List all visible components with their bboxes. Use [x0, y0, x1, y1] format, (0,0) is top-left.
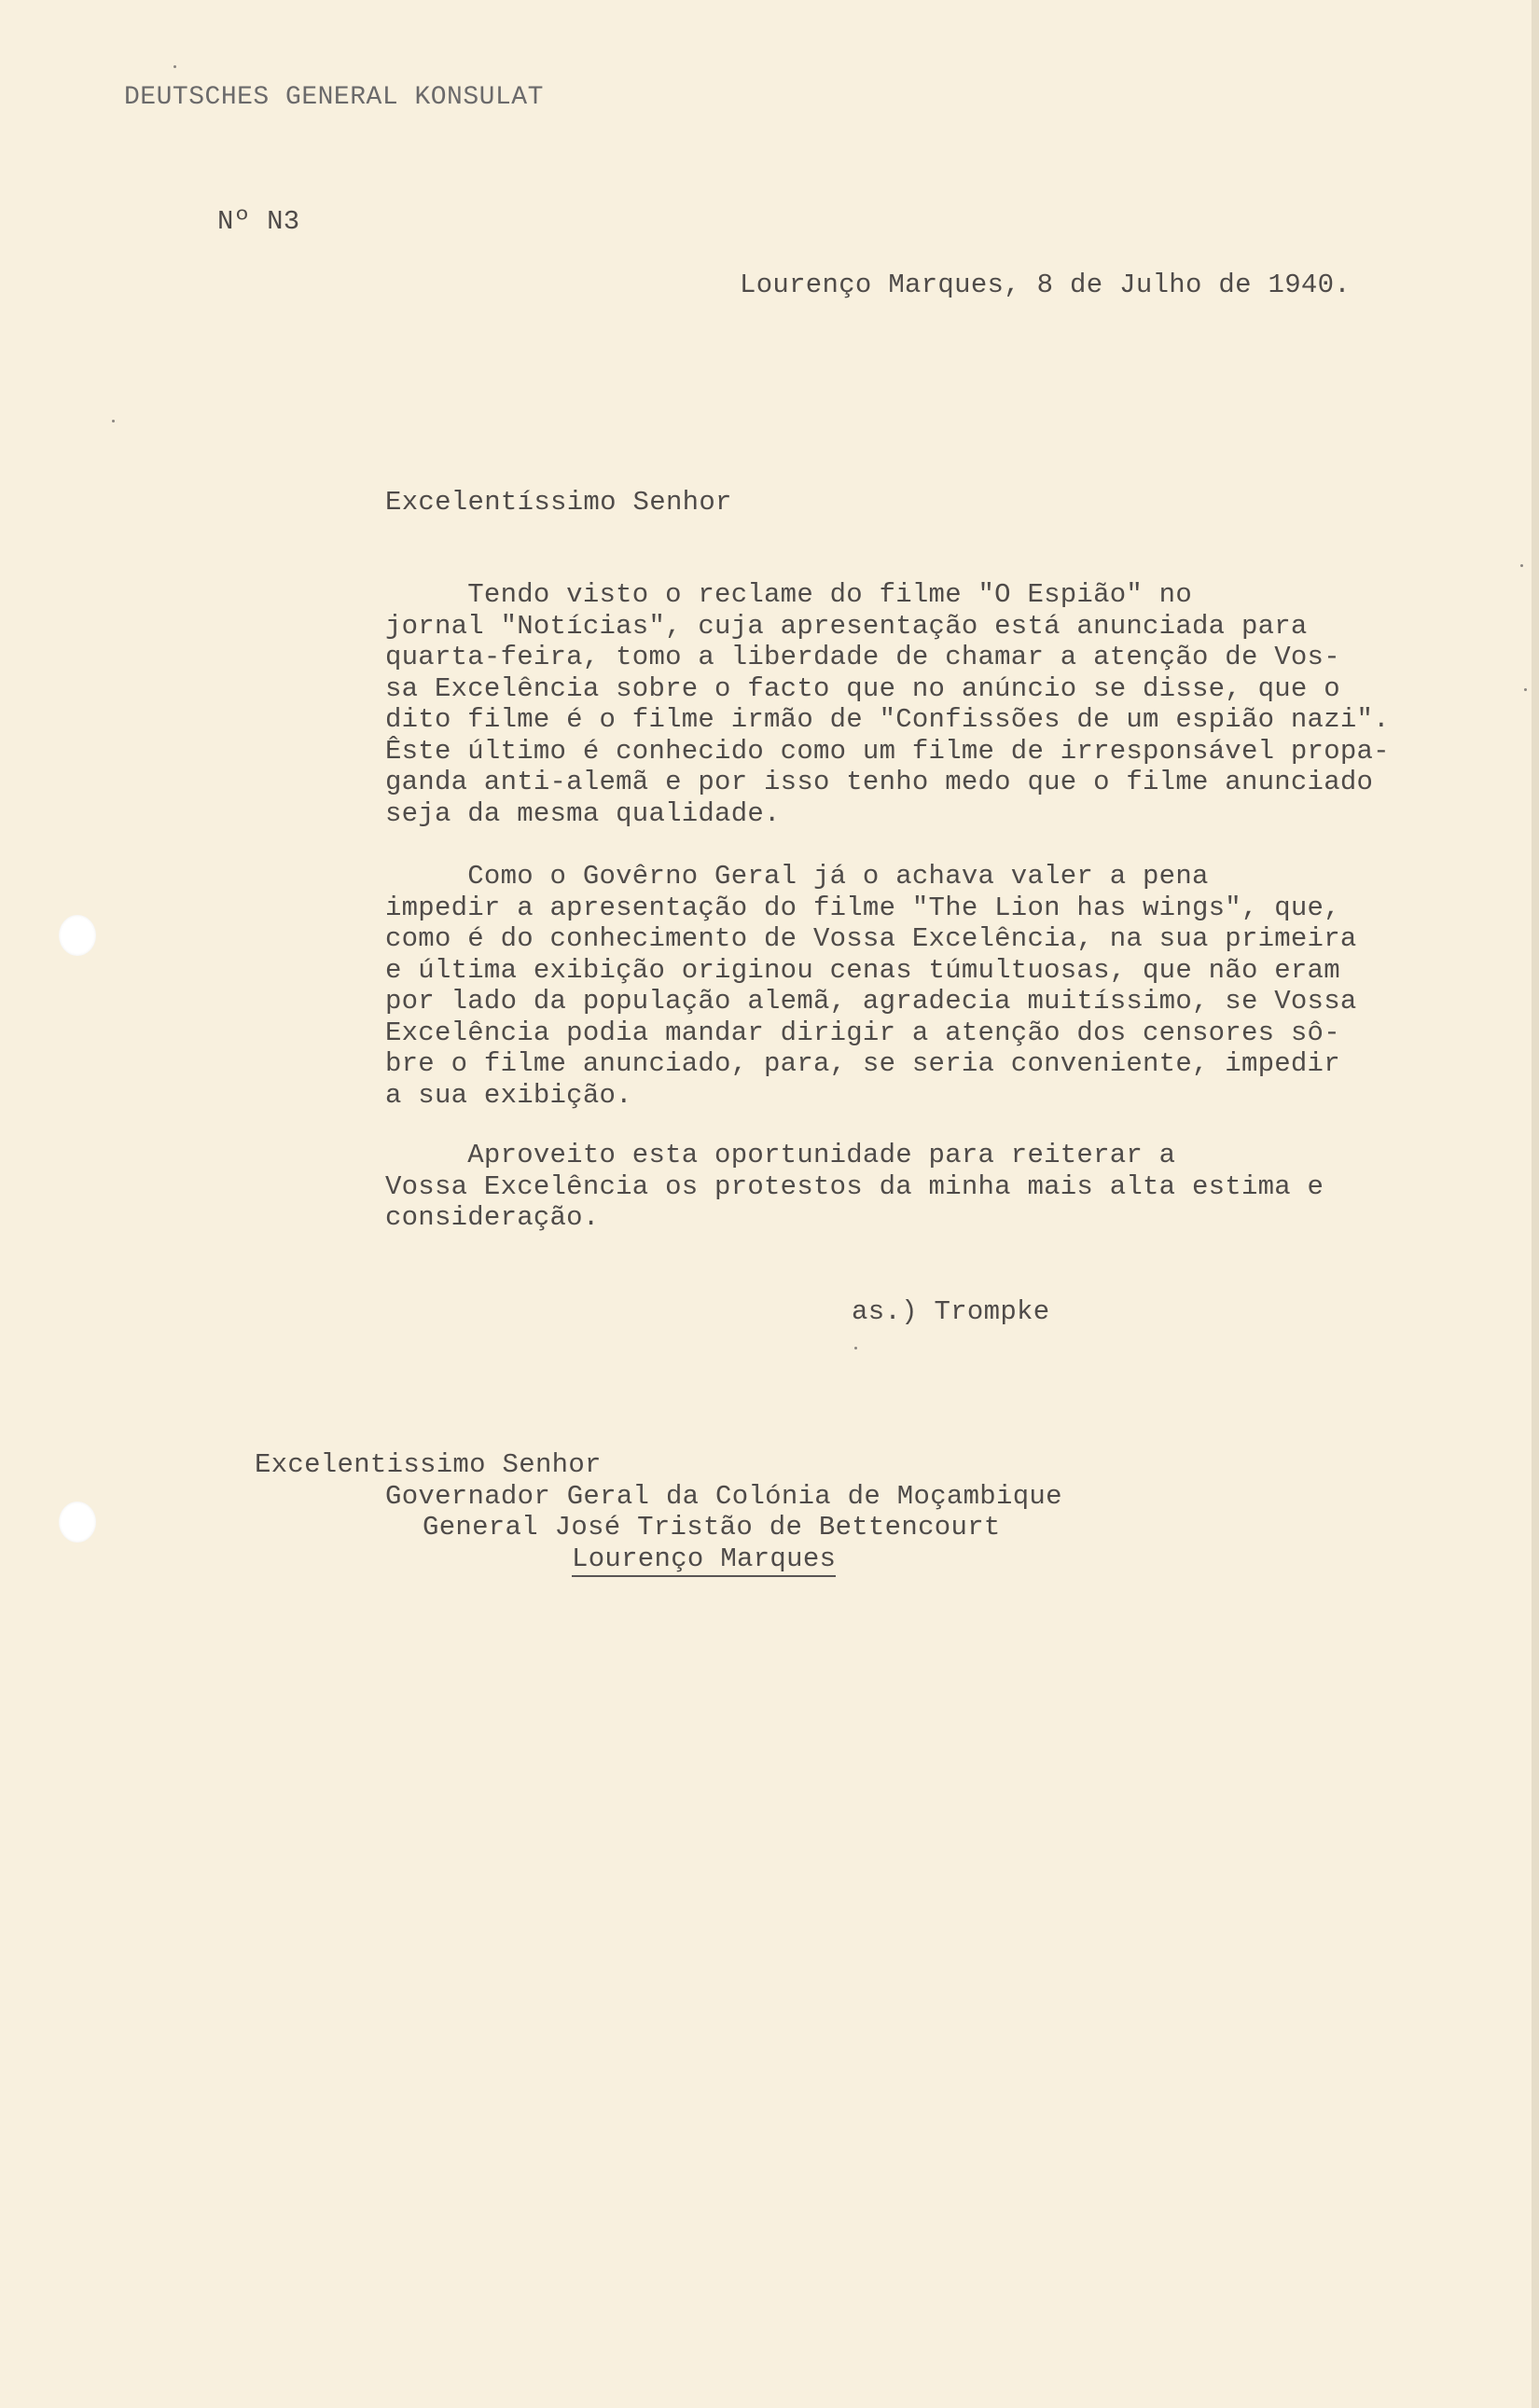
paragraph-line: jornal "Notícias", cuja apresentação está anunciada para [385, 610, 1308, 642]
paragraph-line: quarta-feira, tomo a liberdade de chamar a atenção de Vos- [385, 642, 1340, 672]
paper-speck [173, 65, 176, 68]
paragraph-line: dito filme é o filme irmão de "Confissões de um espião nazi". [385, 704, 1390, 735]
paragraph-line: ganda anti-alemã e por isso tenho medo que o filme anunciado [385, 767, 1374, 797]
paragraph-line: Excelência podia mandar dirigir a atenção dos censores sô- [385, 1017, 1340, 1048]
paragraph-line: como é do conhecimento de Vossa Excelência, na sua primeira [385, 923, 1357, 954]
place-date: Lourenço Marques, 8 de Julho de 1940. [740, 270, 1352, 300]
paragraph-line: Êste último é conhecido como um filme de irresponsável propa- [385, 735, 1390, 767]
addressee-name: General José Tristão de Bettencourt [423, 1512, 1001, 1543]
paragraph-line: consideração. [385, 1202, 600, 1233]
paragraph-3 [385, 1140, 1523, 1234]
paragraph-line: seja da mesma qualidade. [385, 797, 781, 829]
paper-speck [1524, 688, 1527, 691]
paragraph-line: bre o filme anunciado, para, se seria conveniente, impedir [385, 1048, 1340, 1079]
paragraph-line: Como o Govêrno Geral já o achava valer a pena [385, 861, 1209, 892]
addressee-city-wrapper [255, 1543, 1062, 1575]
letterhead: DEUTSCHES GENERAL KONSULAT [124, 83, 544, 112]
salutation: Excelentíssimo Senhor [385, 487, 732, 518]
punch-hole [59, 915, 96, 956]
paragraph-line: por lado da população alemã, agradecia muitíssimo, se Vossa [385, 986, 1357, 1017]
paragraph-line: impedir a apresentação do filme "The Lion has wings", que, [385, 892, 1340, 923]
paper-speck [1520, 564, 1523, 567]
punch-hole [59, 1502, 96, 1543]
addressee-city: Lourenço Marques [572, 1543, 836, 1577]
paragraph-line: Aproveito esta oportunidade para reiterar a [385, 1140, 1176, 1170]
signature: as.) Trompke [852, 1296, 1050, 1327]
addressee-title: Governador Geral da Colónia de Moçambique [385, 1480, 1062, 1512]
paragraph-line: Vossa Excelência os protestos da minha mais alta estima e [385, 1170, 1324, 1202]
paragraph-2 [385, 861, 1523, 1111]
paragraph-line: a sua exibição. [385, 1079, 632, 1111]
paper-speck [854, 1347, 857, 1349]
reference-number: Nº N3 [217, 206, 300, 237]
paragraph-1 [385, 579, 1523, 829]
addressee-block [255, 1449, 1062, 1574]
addressee-salutation: Excelentissimo Senhor [255, 1449, 602, 1480]
paragraph-line: e última exibição originou cenas túmultuosas, que não eram [385, 954, 1340, 986]
paragraph-line: sa Excelência sobre o facto que no anúncio se disse, que o [385, 672, 1340, 704]
paragraph-line: Tendo visto o reclame do filme "O Espião" no [385, 579, 1192, 610]
paper-speck [112, 420, 115, 422]
